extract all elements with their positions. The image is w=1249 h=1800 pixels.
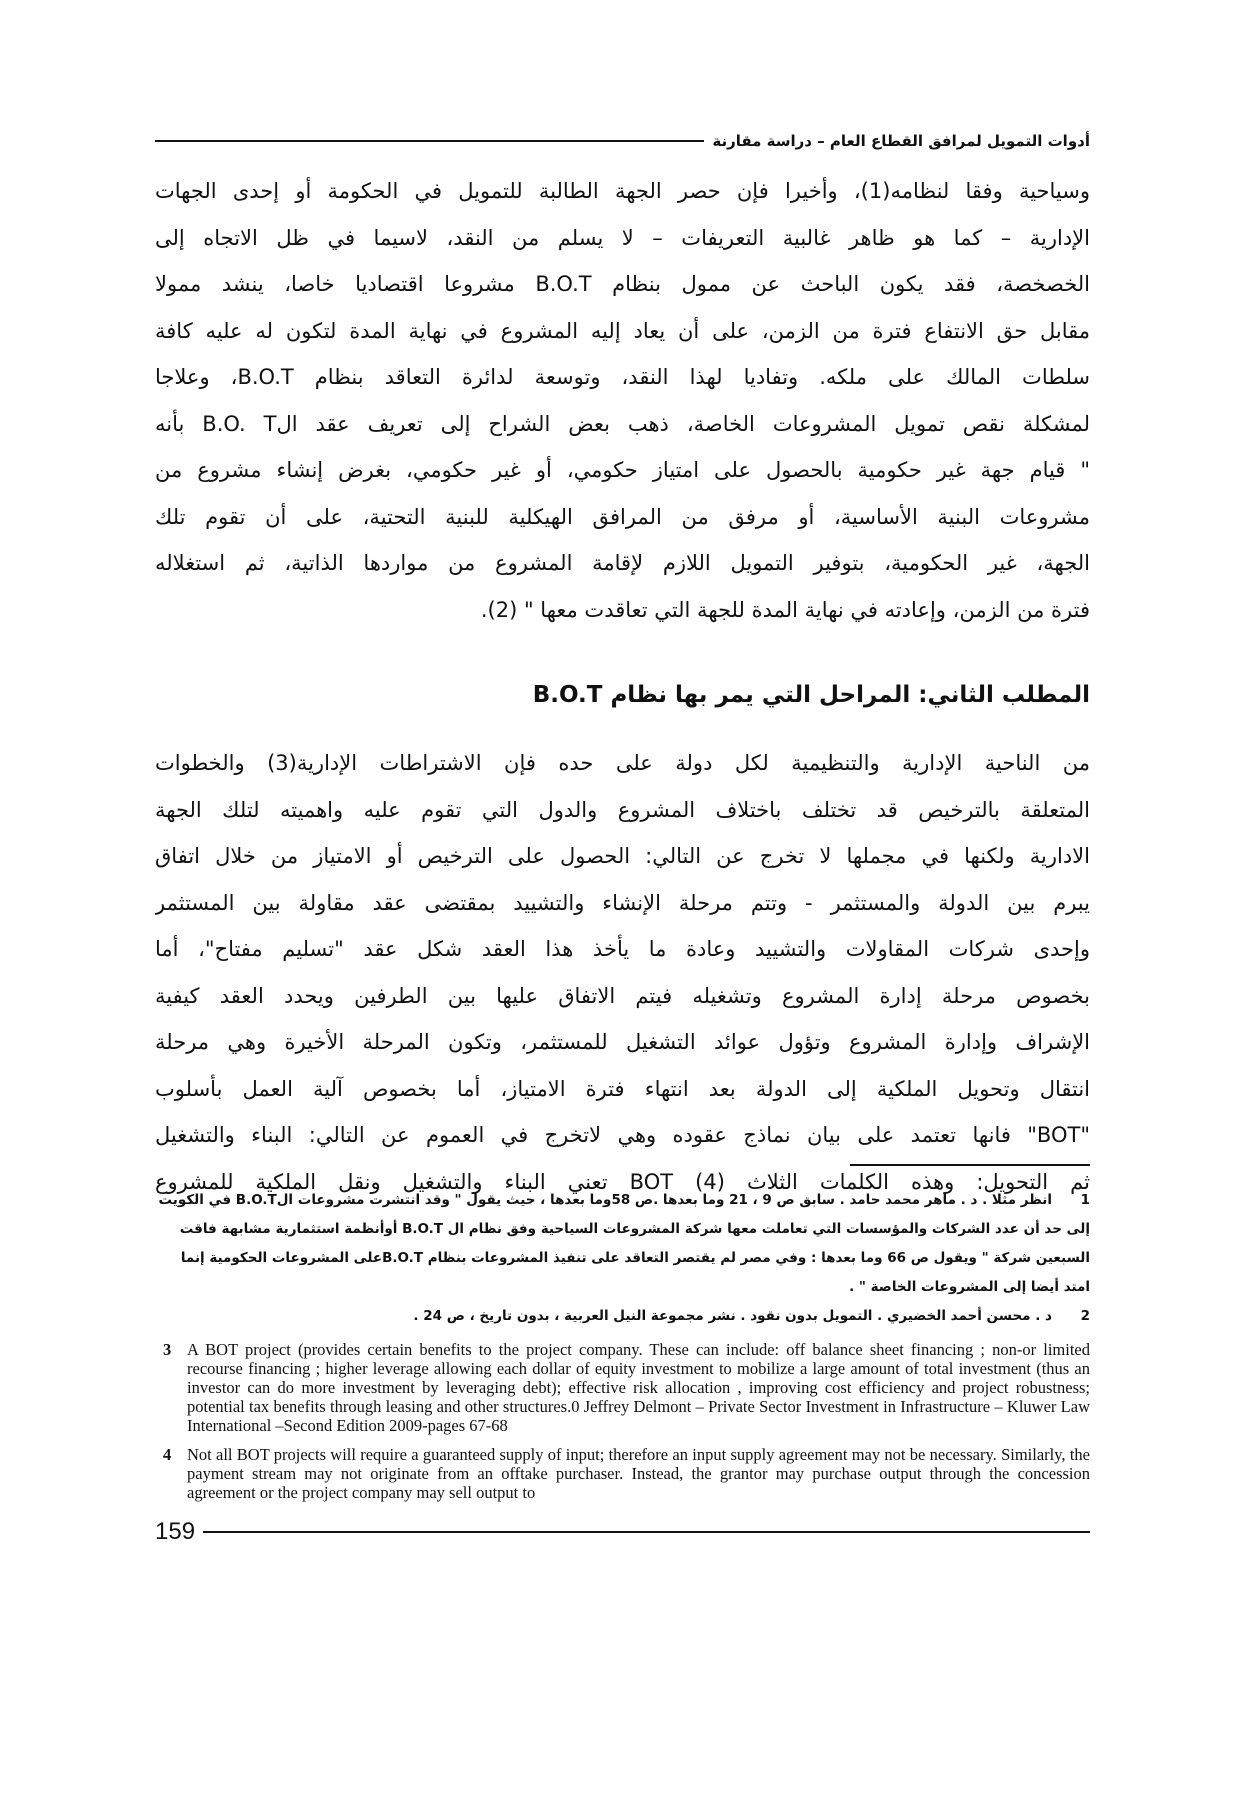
text-line: الادارية ولكنها في مجملها لا تخرج عن التالي: الحصول على الترخيص أو الامتياز من خلال اتفاق <box>155 844 1090 868</box>
footnote-4 <box>155 1445 1090 1502</box>
text-line: وسياحية وفقا لنظامه(1)، وأخيرا فإن حصر الجهة الطالبة للتمويل في الحكومة أو إحدى الجهات <box>155 179 1090 203</box>
footnote-number: 1 <box>1080 1192 1090 1208</box>
footnote-number: 3 <box>163 1340 172 1359</box>
text-line: مشروعات البنية الأساسية، أو مرفق من المرافق الهيكلية للبنية التحتية، على أن تقوم تلك <box>155 504 1090 529</box>
footnote-text: انظر مثلا . د . ماهر محمد حامد . سابق ص 9 ، 21 وما بعدها .ص 58وما بعدها ، حيث يقول " وقد انتشرت مشروعات الB.O.T في الكويت إلى حد أن عدد الشركات والمؤسسات التي تعاملت معها شركة المشروعات السياحية وفق نظام ال B.O.T أوأنظمة استثمارية مشابهة فاقت السبعين شركة " ويقول ص 66 وما بعدها : وفي مصر لم يقتصر التعاقد على تنفيذ المشروعات بنظام B.O.Tعلى المشروعات الحكومية إنما امتد أيضا إلى المشروعات الخاصة " . <box>158 1192 1090 1295</box>
text-line: من الناحية الإدارية والتنظيمية لكل دولة على حده فإن الاشتراطات الإدارية(3) والخطوات <box>155 751 1090 775</box>
footnote-2 <box>155 1302 1090 1331</box>
footnote-text: د . محسن أحمد الخضيري . التمويل بدون نقود . نشر مجموعة النيل العربية ، بدون تاريخ ، ص 24 . <box>413 1308 1052 1324</box>
text-line: الإدارية – كما هو ظاهر غالبية التعريفات – لا يسلم من النقد، لاسيما في ظل الاتجاه إلى <box>155 225 1090 250</box>
text-line: بخصوص مرحلة إدارة المشروع وتشغيله فيتم الاتفاق عليها بين الطرفين ويحدد العقد كيفية <box>155 983 1090 1008</box>
text-line: انتقال وتحويل الملكية إلى الدولة بعد انتهاء فترة الامتياز، أما بخصوص آلية العمل بأسلوب <box>155 1076 1090 1101</box>
text-line: فترة من الزمن، وإعادته في نهاية المدة للجهة التي تعاقدت معها " (2). <box>480 597 1090 622</box>
footnote-text: Not all BOT projects will require a guaranteed supply of input; therefore an input supply agreement may not be necessary. Similarly, the payment stream may not originate from an offtake purchaser. Instead, the grantor may purchase output through the concession agreement or the project company may sell output to <box>187 1445 1090 1502</box>
footnote-3 <box>155 1340 1090 1435</box>
footnote-separator <box>850 1164 1090 1166</box>
footnote-1 <box>155 1186 1090 1302</box>
text-line: مقابل حق الانتفاع فترة من الزمن، على أن يعاد إليه المشروع في نهاية المدة لتكون له عليه كافة <box>155 318 1090 343</box>
page-number: 159 <box>155 1518 196 1545</box>
header-rule <box>155 140 704 142</box>
footnote-number: 2 <box>1080 1308 1090 1324</box>
text-line: المتعلقة بالترخيص قد تختلف باختلاف المشروع والدول التي تقوم عليه واهميته لتلك الجهة <box>155 797 1090 822</box>
text-line: سلطات المالك على ملكه. وتفاديا لهذا النقد، وتوسعة لدائرة التعاقد بنظام B.O.T، وعلاجا <box>155 365 1090 389</box>
text-line: وإحدى شركات المقاولات والتشييد وعادة ما يأخذ هذا العقد شكل عقد "تسليم مفتاح"، أما <box>155 937 1090 961</box>
text-line: ثم التحويل: وهذه الكلمات الثلاث (4) BOT تعني البناء والتشغيل ونقل الملكية للمشروع <box>155 1169 1090 1194</box>
header-title: أدوات التمويل لمرافق القطاع العام – دراسة مقارنة <box>712 132 1090 150</box>
text-line: "BOT" فانها تعتمد على بيان نماذج عقوده وهي لاتخرج في العموم عن التالي: البناء والتشغيل <box>155 1123 1090 1147</box>
running-header <box>155 132 1090 150</box>
text-line: يبرم بين الدولة والمستثمر - وتتم مرحلة الإنشاء والتشييد بمقتضى عقد مقاولة بين المستثمر <box>155 890 1090 915</box>
footnote-number: 4 <box>163 1445 172 1464</box>
footnote-text: A BOT project (provides certain benefits to the project company. These can include: off balance sheet financing ; non-or limited recourse financing ; higher leverage allowing each dollar of equity investment to mobilize a large amount of total investment (thus an investor can do more investment by leveraging debt); effective risk allocation , improving cost efficiency and project robustness; potential tax benefits through leasing and other structures.0 Jeffrey Delmont – Private Sector Investment in Infrastructure – Kluwer Law International –Second Edition 2009-pages 67-68 <box>187 1340 1090 1435</box>
page-footer <box>155 1518 1090 1546</box>
text-line: الخصخصة، فقد يكون الباحث عن ممول بنظام B.O.T مشروعا اقتصاديا خاصا، ينشد ممولا <box>155 272 1090 296</box>
paragraph-1 <box>155 168 1090 633</box>
text-line: الجهة، غير الحكومية، بتوفير التمويل اللازم لإقامة المشروع من مواردها الذاتية، ثم استغلاله <box>155 551 1090 575</box>
text-line: الإشراف وإدارة المشروع وتؤول عوائد التشغيل للمستثمر، وتكون المرحلة الأخيرة وهي مرحلة <box>155 1030 1090 1054</box>
paragraph-2 <box>155 740 1090 1205</box>
section-heading: المطلب الثاني: المراحل التي يمر بها نظام B.O.T <box>532 682 1090 708</box>
text-line: لمشكلة نقص تمويل المشروعات الخاصة، ذهب بعض الشراح إلى تعريف عقد الB.O. T بأنه <box>155 411 1090 436</box>
text-line: " قيام جهة غير حكومية بالحصول على امتياز حكومي، أو غير حكومي، بغرض إنشاء مشروع من <box>155 458 1090 482</box>
footer-rule <box>203 1531 1090 1533</box>
